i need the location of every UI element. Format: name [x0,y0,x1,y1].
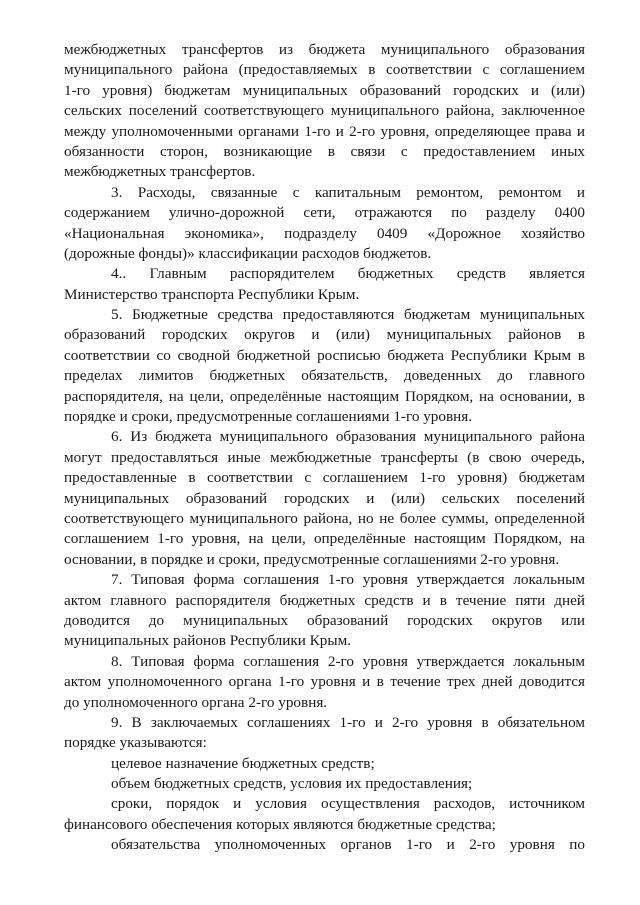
text-line: 7. Типовая форма соглашения 1-го уровня утверждается локальным [111,571,585,589]
text-line: 1-го уровня) бюджетам муниципальных образований городских и (или) [64,81,585,99]
text-line: сельских поселений соответствующего муниципального района, заключенное [64,102,585,120]
text-line: обязательства уполномоченных органов 1-го и 2-го уровня по [111,836,585,854]
text-line: 6. Из бюджета муниципального образования муниципального района [111,428,585,446]
text-line: финансового обеспечения которых являются бюджетные средства; [64,815,496,833]
text-line: пределах лимитов бюджетных обязательств, доведенных до главного [64,367,585,385]
text-line: (дорожные фонды)» классификации расходов бюджетов. [64,244,432,262]
text-line: предоставленные в соответствии с соглашением 1-го уровня) бюджетам [64,469,585,487]
text-line: 9. В заключаемых соглашениях 1-го и 2-го уровня в обязательном [111,713,585,731]
text-line: соответствующего муниципального района, но не более суммы, определенной [64,509,585,527]
text-line: муниципальных образований городских и (или) сельских поселений [64,489,585,507]
paragraph-item-8 [64,652,585,713]
text-line: 4.. Главным распорядителем бюджетных средств является [111,265,585,283]
text-line: распорядителя, на цели, определённые настоящим Порядком, на основании, в [64,387,585,405]
paragraph-item-9 [64,713,585,754]
paragraph-item-9-b [64,774,585,794]
text-line: муниципального района (предоставляемых в соответствии с соглашением [64,61,585,79]
text-line: содержанием улично-дорожной сети, отражаются по разделу 0400 [64,204,585,222]
paragraph-item-4 [64,264,585,305]
text-line: порядке указываются: [64,734,207,752]
paragraph-item-3 [64,183,585,265]
text-line: могут предоставляться иные межбюджетные трансферты (в свою очередь, [64,448,585,466]
text-line: между уполномоченными органами 1-го и 2-го уровня, определяющее права и [64,122,585,140]
paragraph-item-9-c [64,794,585,835]
document-body [64,40,585,856]
text-line: основании, в порядке и сроки, предусмотренные соглашениями 2-го уровня. [64,550,560,568]
text-line: образований городских округов и (или) муниципальных районов в [64,326,585,344]
paragraph-item-6 [64,427,585,570]
text-line: Министерство транспорта Республики Крым. [64,285,360,303]
paragraph-item-5 [64,305,585,427]
text-line: актом главного распорядителя бюджетных средств и в течение пяти дней [64,591,585,609]
text-line: соответствии со сводной бюджетной росписью бюджета Республики Крым в [64,346,585,364]
text-line: межбюджетных трансфертов. [64,163,256,181]
text-line: целевое назначение бюджетных средств; [111,754,375,772]
text-line: межбюджетных трансфертов из бюджета муниципального образования [64,41,585,58]
paragraph-item-9-d [64,835,585,855]
paragraph-continuation [64,40,585,183]
text-line: муниципальных районов Республики Крым. [64,632,352,650]
text-line: обязанности сторон, возникающие в связи с предоставлением иных [64,142,585,160]
text-line: объем бюджетных средств, условия их предоставления; [111,775,473,793]
text-line: 8. Типовая форма соглашения 2-го уровня утверждается локальным [111,652,585,670]
text-line: до уполномоченного органа 2-го уровня. [64,693,328,711]
paragraph-item-7 [64,570,585,652]
text-line: соглашением 1-го уровня, на цели, определённые настоящим Порядком, на [64,530,585,548]
text-line: 5. Бюджетные средства предоставляются бюджетам муниципальных [111,306,585,324]
text-line: актом уполномоченного органа 1-го уровня и в течение трех дней доводится [64,673,585,691]
text-line: порядке и сроки, предусмотренные соглашениями 1-го уровня. [64,408,473,426]
paragraph-item-9-a [64,754,585,774]
text-line: 3. Расходы, связанные с капитальным ремонтом, ремонтом и [111,183,585,201]
text-line: «Национальная экономика», подразделу 0409 «Дорожное хозяйство [64,224,585,242]
text-line: доводится до муниципальных образований городских округов или [64,611,585,629]
text-line: сроки, порядок и условия осуществления расходов, источником [111,795,585,813]
